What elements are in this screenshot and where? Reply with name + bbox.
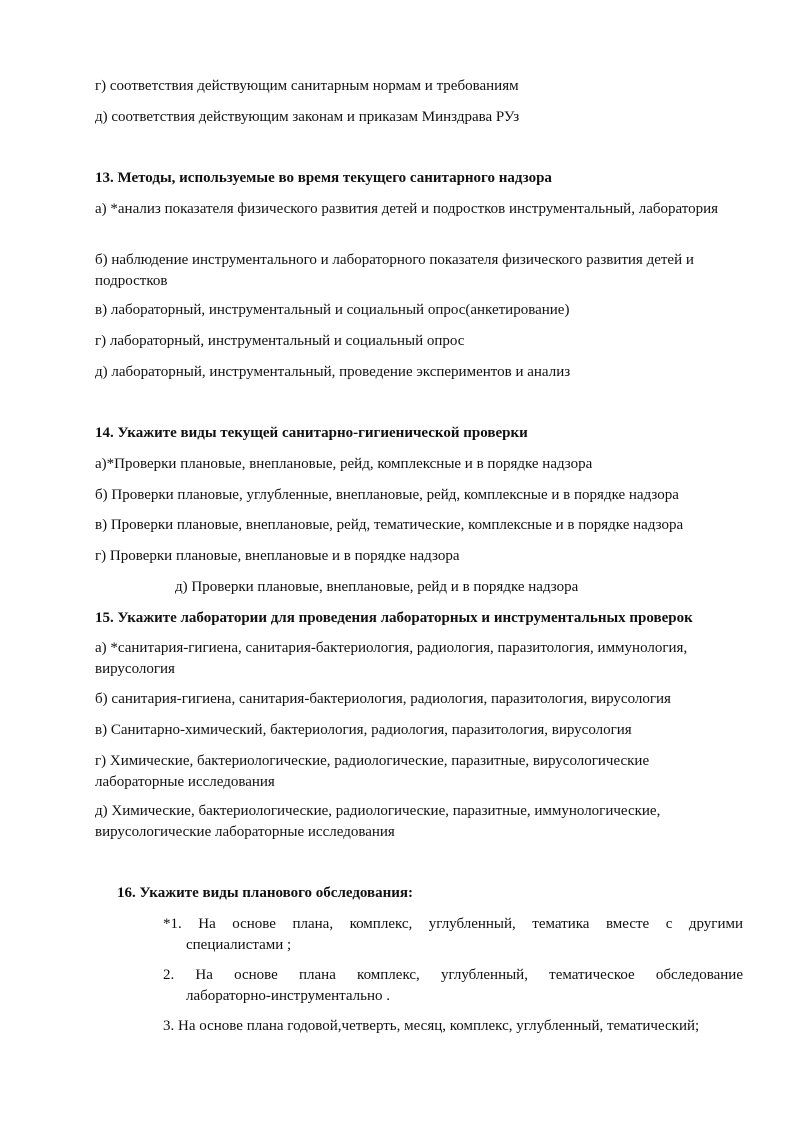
q15-answer-g: г) Химические, бактериологические, радиологические, паразитные, вирусологические лабораторные исследования <box>95 753 650 790</box>
q15-answer-a: а) *санитария-гигиена, санитария-бактериология, радиология, паразитология, иммунология, вирусология <box>95 640 688 677</box>
answer-g-q12: г) соответствия действующим санитарным нормам и требованиям <box>95 78 519 94</box>
question-15-title: 15. Укажите лаборатории для проведения лабораторных и инструментальных проверок <box>95 610 693 626</box>
q14-answer-a: а)*Проверки плановые, внеплановые, рейд, комплексные и в порядке надзора <box>95 456 593 472</box>
q14-answer-d: д) Проверки плановые, внеплановые, рейд и в порядке надзора <box>175 579 579 595</box>
q14-answer-g: г) Проверки плановые, внеплановые и в порядке надзора <box>95 548 460 564</box>
q13-answer-g: г) лабораторный, инструментальный и социальный опрос <box>95 333 465 349</box>
q13-answer-a: а) *анализ показателя физического развития детей и подростков инструментальный, лаборатория <box>95 201 719 217</box>
q16-item-1-line2: специалистами ; <box>186 937 292 953</box>
q14-answer-v: в) Проверки плановые, внеплановые, рейд, тематические, комплексные и в порядке надзора <box>95 517 684 533</box>
q14-answer-b: б) Проверки плановые, углубленные, внеплановые, рейд, комплексные и в порядке надзора <box>95 487 679 503</box>
q16-item-1-line1: *1. На основе плана, комплекс, углубленный, тематика вместе с другими <box>163 916 743 932</box>
q16-item-1 <box>163 914 743 956</box>
q15-answer-b: б) санитария-гигиена, санитария-бактериология, радиология, паразитология, вирусология <box>95 691 671 707</box>
answer-d-q12: д) соответствия действующим законам и приказам Минздрава РУз <box>95 109 520 125</box>
question-16-title: 16. Укажите виды планового обследования: <box>117 885 414 901</box>
q16-item-3: 3. На основе плана годовой,четверть, месяц, комплекс, углубленный, тематический; <box>163 1018 700 1034</box>
q16-item-2 <box>163 965 743 1007</box>
q13-answer-v: в) лабораторный, инструментальный и социальный опрос(анкетирование) <box>95 302 570 318</box>
question-13-title: 13. Методы, используемые во время текущего санитарного надзора <box>95 170 552 186</box>
q16-item-2-line1: 2. На основе плана комплекс, углубленный, тематическое обследование <box>163 967 743 983</box>
q15-answer-d: д) Химические, бактериологические, радиологические, паразитные, иммунологические, вирусологические лабораторные исследования <box>95 803 661 840</box>
q13-answer-b: б) наблюдение инструментального и лабораторного показателя физического развития детей и подростков <box>95 252 694 289</box>
q13-answer-d: д) лабораторный, инструментальный, проведение экспериментов и анализ <box>95 364 571 380</box>
q15-answer-v: в) Санитарно-химический, бактериология, радиология, паразитология, вирусология <box>95 722 632 738</box>
q16-item-2-line2: лабораторно-инструментально . <box>186 988 391 1004</box>
question-14-title: 14. Укажите виды текущей санитарно-гигиенической проверки <box>95 425 528 441</box>
